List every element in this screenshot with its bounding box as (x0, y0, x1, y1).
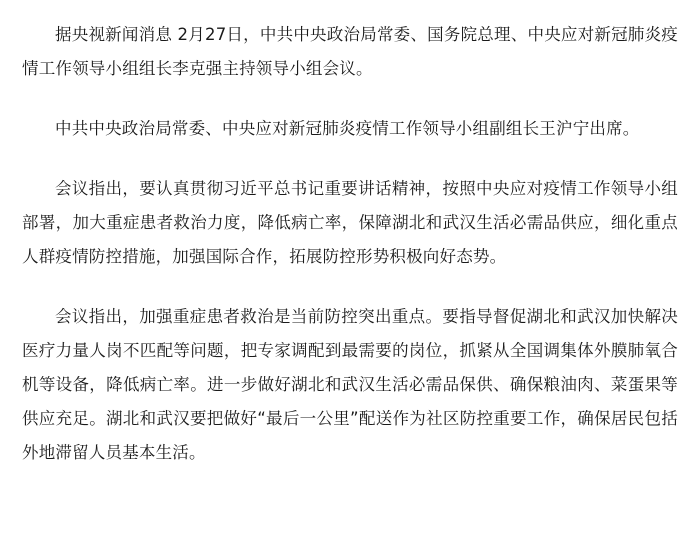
paragraph: 中共中央政治局常委、中央应对新冠肺炎疫情工作领导小组副组长王沪宁出席。 (55, 119, 640, 138)
paragraph: 据央视新闻消息 2月27日，中共中央政治局常委、国务院总理、中央应对新冠肺炎疫情工作领导小组组长李克强主持领导小组会议。 (22, 25, 678, 78)
paragraph: 会议指出，要认真贯彻习近平总书记重要讲话精神，按照中央应对疫情工作领导小组部署，加大重症患者救治力度，降低病亡率，保障湖北和武汉生活必需品供应，细化重点人群疫情防控措施，加强国际合作，拓展防控形势积极向好态势。 (22, 179, 678, 266)
paragraph: 会议指出，加强重症患者救治是当前防控突出重点。要指导督促湖北和武汉加快解决医疗力量人岗不匹配等问题，把专家调配到最需要的岗位，抓紧从全国调集体外膜肺氧合机等设备，降低病亡率。进一步做好湖北和武汉生活必需品保供、确保粮油肉、菜蛋果等供应充足。湖北和武汉要把做好“最后一公里”配送作为社区防控重要工作，确保居民包括外地滞留人员基本生活。 (22, 307, 678, 462)
